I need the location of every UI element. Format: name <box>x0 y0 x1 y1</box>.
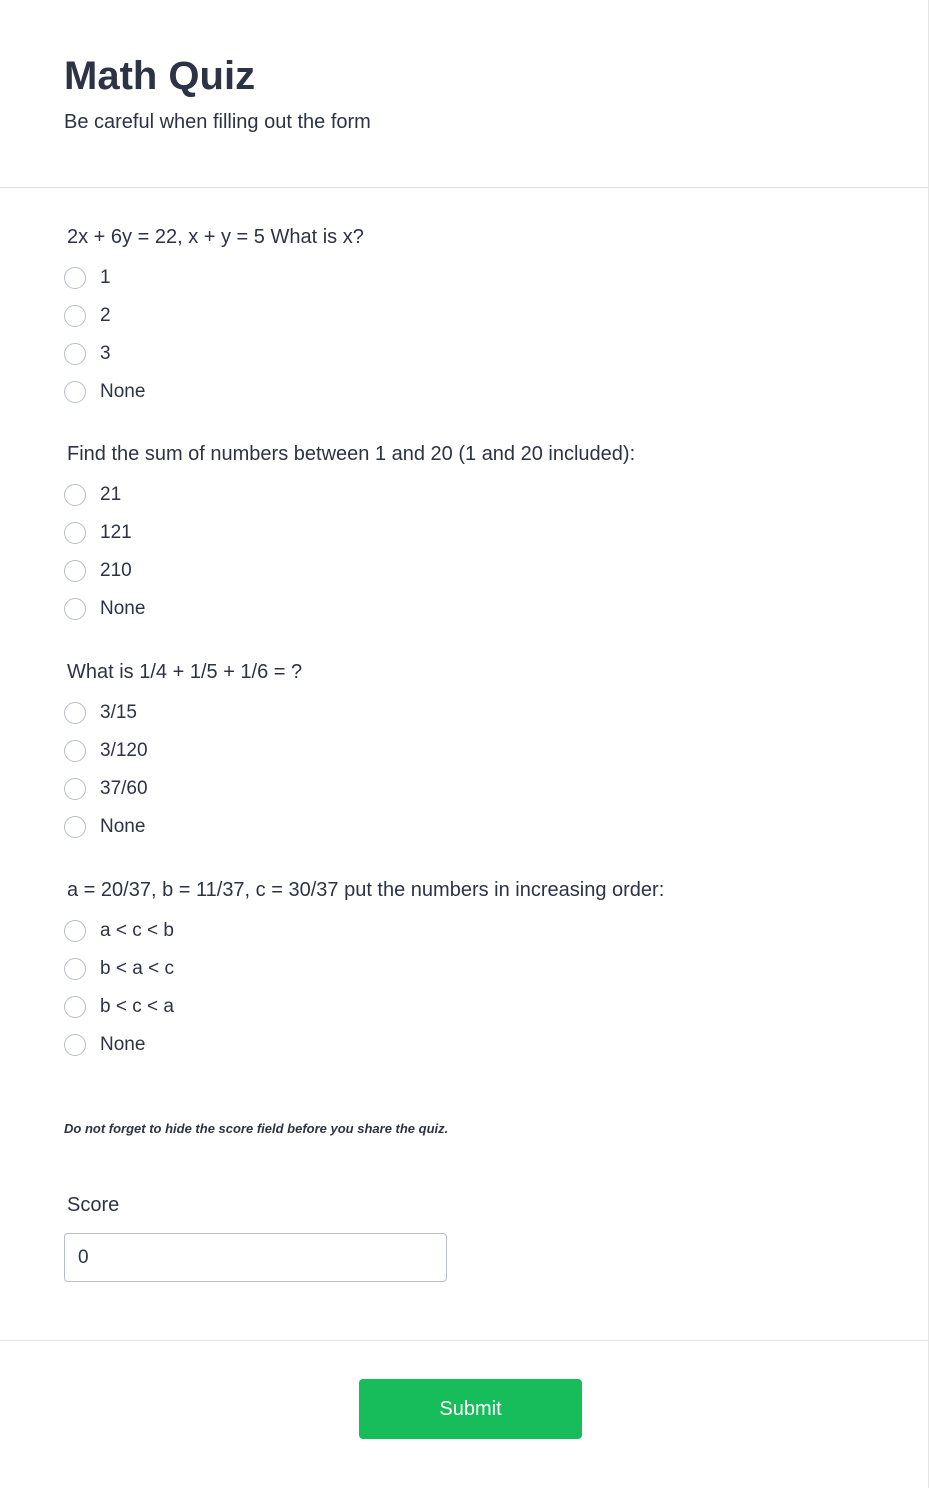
radio-option-label[interactable]: 3/120 <box>100 740 148 761</box>
radio-option[interactable] <box>64 341 884 367</box>
radio-option-label[interactable]: None <box>100 598 146 619</box>
radio-option-label[interactable]: 2 <box>100 305 111 326</box>
radio-option-label[interactable]: b < c < a <box>100 996 174 1017</box>
radio-button[interactable] <box>64 996 86 1018</box>
radio-option[interactable] <box>64 558 884 584</box>
radio-option[interactable] <box>64 738 884 764</box>
radio-button[interactable] <box>64 598 86 620</box>
question-label: What is 1/4 + 1/5 + 1/6 = ? <box>67 661 303 683</box>
radio-option[interactable] <box>64 520 884 546</box>
radio-group <box>64 700 884 840</box>
radio-option-label[interactable]: 210 <box>100 560 132 581</box>
radio-button[interactable] <box>64 560 86 582</box>
form-title: Math Quiz <box>64 54 256 98</box>
radio-option[interactable] <box>64 379 884 405</box>
score-input[interactable] <box>64 1233 447 1282</box>
radio-option[interactable] <box>64 1032 884 1058</box>
radio-button[interactable] <box>64 381 86 403</box>
radio-option[interactable] <box>64 994 884 1020</box>
radio-button[interactable] <box>64 778 86 800</box>
radio-button[interactable] <box>64 958 86 980</box>
question-3 <box>64 659 884 852</box>
radio-option-label[interactable]: 37/60 <box>100 778 148 799</box>
radio-option[interactable] <box>64 776 884 802</box>
radio-option[interactable] <box>64 303 884 329</box>
form-footer <box>0 1340 929 1488</box>
radio-group <box>64 482 884 622</box>
radio-button[interactable] <box>64 267 86 289</box>
submit-button[interactable]: Submit <box>359 1379 582 1439</box>
score-label: Score <box>67 1194 120 1216</box>
radio-button[interactable] <box>64 920 86 942</box>
radio-option-label[interactable]: None <box>100 1034 146 1055</box>
radio-option[interactable] <box>64 814 884 840</box>
radio-option[interactable] <box>64 482 884 508</box>
radio-option[interactable] <box>64 918 884 944</box>
radio-option[interactable] <box>64 265 884 291</box>
radio-option-label[interactable]: 1 <box>100 267 111 288</box>
radio-option-label[interactable]: None <box>100 816 146 837</box>
radio-button[interactable] <box>64 1034 86 1056</box>
radio-option-label[interactable]: b < a < c <box>100 958 174 979</box>
radio-button[interactable] <box>64 484 86 506</box>
radio-option-label[interactable]: 3 <box>100 343 111 364</box>
radio-button[interactable] <box>64 343 86 365</box>
radio-option-label[interactable]: 121 <box>100 522 132 543</box>
question-4 <box>64 877 884 1070</box>
question-label: Find the sum of numbers between 1 and 20 (1 and 20 included): <box>67 443 636 465</box>
radio-button[interactable] <box>64 816 86 838</box>
question-label: 2x + 6y = 22, x + y = 5 What is x? <box>67 226 364 248</box>
radio-option-label[interactable]: None <box>100 381 146 402</box>
radio-option-label[interactable]: a < c < b <box>100 920 174 941</box>
radio-button[interactable] <box>64 522 86 544</box>
question-label: a = 20/37, b = 11/37, c = 30/37 put the numbers in increasing order: <box>67 879 665 901</box>
radio-option[interactable] <box>64 956 884 982</box>
radio-option-label[interactable]: 3/15 <box>100 702 137 723</box>
form-subtitle: Be careful when filling out the form <box>64 111 371 133</box>
radio-option[interactable] <box>64 596 884 622</box>
score-note: Do not forget to hide the score field before you share the quiz. <box>64 1121 449 1136</box>
radio-button[interactable] <box>64 702 86 724</box>
question-2 <box>64 441 884 634</box>
radio-button[interactable] <box>64 740 86 762</box>
radio-group <box>64 918 884 1058</box>
radio-option-label[interactable]: 21 <box>100 484 122 505</box>
radio-button[interactable] <box>64 305 86 327</box>
radio-option[interactable] <box>64 700 884 726</box>
question-1 <box>64 224 884 417</box>
radio-group <box>64 265 884 405</box>
form-header <box>0 0 929 188</box>
